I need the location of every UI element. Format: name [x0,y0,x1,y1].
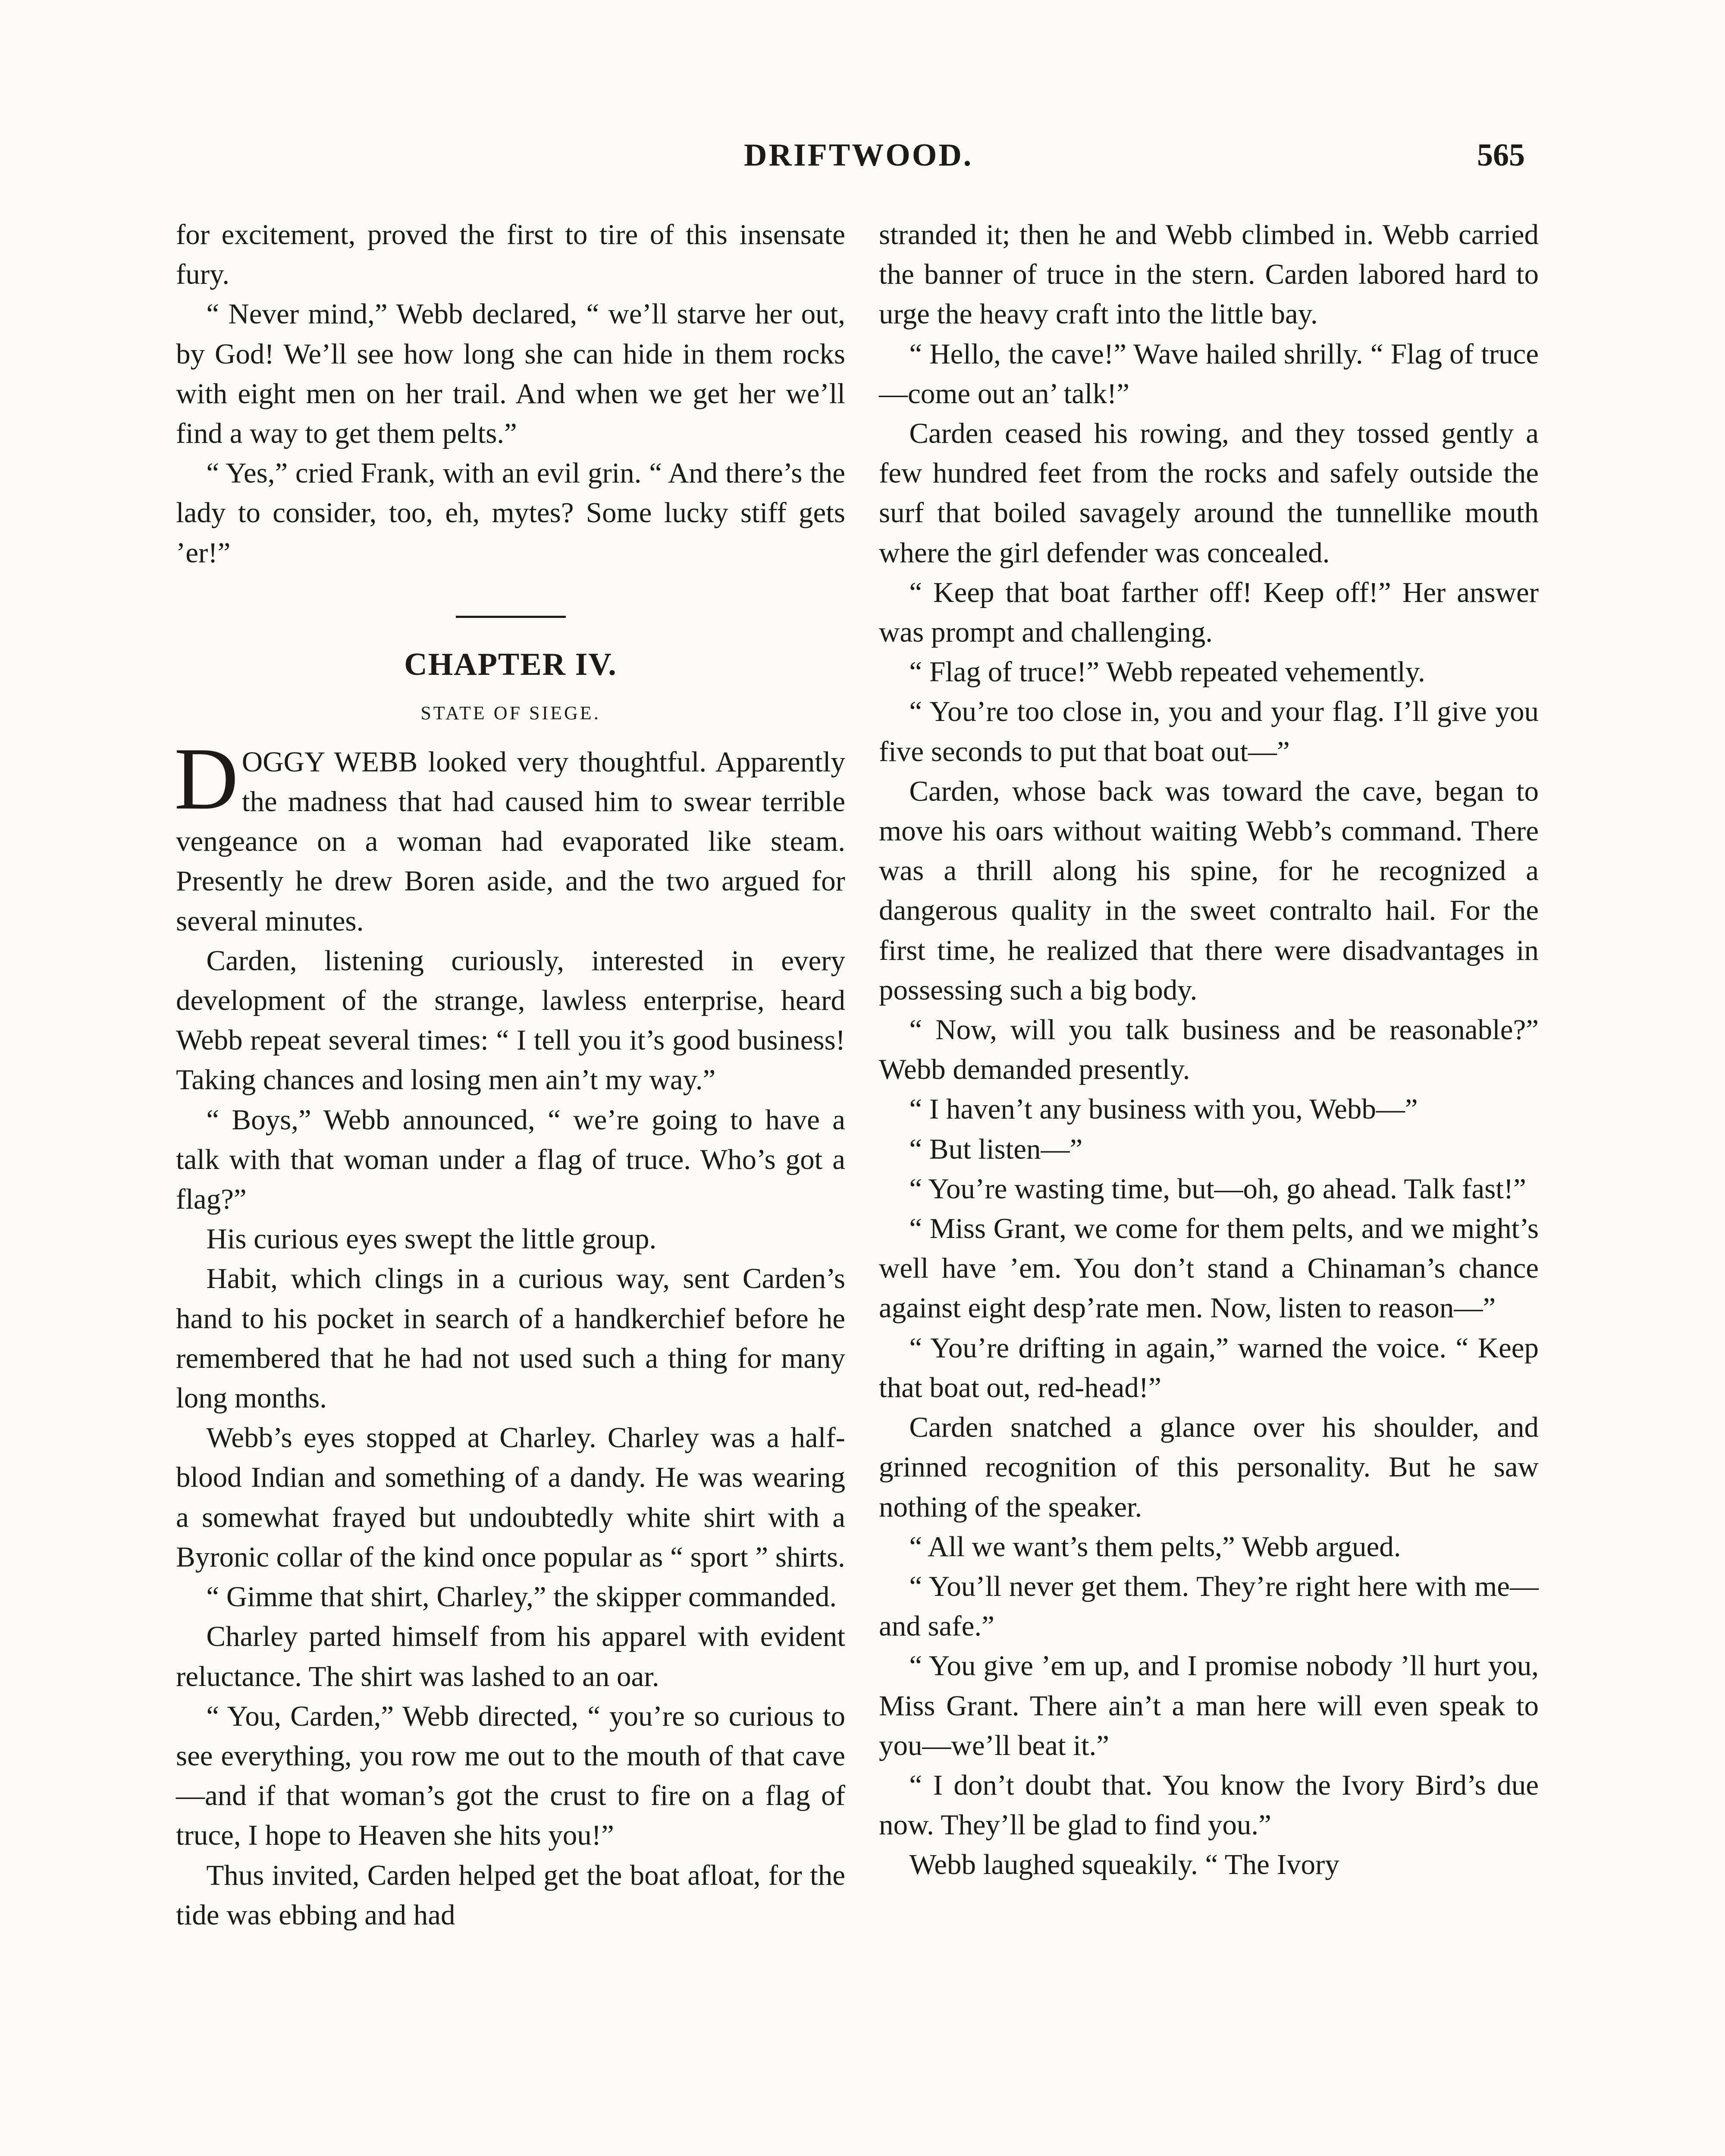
right-column [879,215,1539,1885]
chapter-heading: CHAPTER IV. [404,646,617,682]
paragraph: “ Gimme that shirt, Charley,” the skipper commanded. [206,1581,837,1613]
paragraph: His curious eyes swept the little group. [206,1223,657,1255]
paragraph: Habit, which clings in a curious way, sent Carden’s hand to his pocket in search of a handkerchief before he remembered that he had not used such a thing for many long months. [176,1263,845,1414]
paragraph: “ You give ’em up, and I promise nobody ’ll hurt you, Miss Grant. There ain’t a man here will even speak to you—we’ll beat it.” [879,1650,1539,1761]
left-column [176,215,845,1935]
paragraph: “ Hello, the cave!” Wave hailed shrilly. “ Flag of truce—come out an’ talk!” [879,338,1539,410]
paragraph: “ You’re drifting in again,” warned the voice. “ Keep that boat out, red-head!” [879,1332,1539,1404]
paragraph: Webb laughed squeakily. “ The Ivory [909,1849,1339,1881]
paragraph: “ You’re too close in, you and your flag. I’ll give you five seconds to put that boat out—” [879,696,1539,768]
paragraph: “ You, Carden,” Webb directed, “ you’re so curious to see everything, you row me out to the mouth of that cave—and if that woman’s got the crust to fire on a flag of truce, I hope to Heaven she hits you!” [176,1700,845,1852]
paragraph: “ Yes,” cried Frank, with an evil grin. “ And there’s the lady to consider, too, eh, mytes? Some lucky stiff gets ’er!” [176,457,845,569]
paragraph: Thus invited, Carden helped get the boat afloat, for the tide was ebbing and had [176,1859,845,1931]
paragraph: “ I don’t doubt that. You know the Ivory Bird’s due now. They’ll be glad to find you.” [879,1769,1539,1841]
paragraph: Carden ceased his rowing, and they tossed gently a few hundred feet from the rocks and safely outside the surf that boiled savagely around the tunnellike mouth where the girl defender was concealed. [879,417,1539,569]
chapter-subtitle: STATE OF SIEGE. [420,702,601,724]
paragraph: “ Flag of truce!” Webb repeated vehemently. [909,656,1425,688]
paragraph: stranded it; then he and Webb climbed in. Webb carried the banner of truce in the stern. Carden labored hard to urge the heavy craft into the little bay. [879,219,1539,330]
drop-cap: D [174,729,238,828]
paragraph-text: OGGY WEBB looked very thoughtful. Apparently the madness that had caused him to swear terrible vengeance on a woman had evaporated like steam. Presently he drew Boren aside, and the two argued for several minutes. [176,746,845,937]
running-title: DRIFTWOOD. [744,138,973,173]
paragraph: “ Now, will you talk business and be reasonable?” Webb demanded presently. [879,1014,1539,1086]
paragraph: “ Keep that boat farther off! Keep off!” Her answer was prompt and challenging. [879,576,1539,649]
paragraph: Webb’s eyes stopped at Charley. Charley was a half-blood Indian and something of a dandy. He was wearing a somewhat frayed but undoubtedly white shirt with a Byronic collar of the kind once popular as “ sport ” shirts. [176,1422,845,1573]
paragraph: Carden snatched a glance over his shoulder, and grinned recognition of this personality. But he saw nothing of the speaker. [879,1411,1539,1523]
running-head [0,137,1725,185]
chapter-divider-rule [456,616,566,618]
paragraph: Carden, listening curiously, interested in every development of the strange, lawless enterprise, heard Webb repeat several times: “ I tell you it’s good business! Taking chances and losing men ain’t my way.” [176,944,845,1096]
opening-paragraph [174,729,845,941]
page-number: 565 [1477,138,1525,173]
paragraph: “ But listen—” [909,1133,1083,1165]
paragraph: “ All we want’s them pelts,” Webb argued. [909,1530,1401,1563]
paragraph: Charley parted himself from his apparel with evident reluctance. The shirt was lashed to an oar. [176,1620,845,1692]
paragraph: Carden, whose back was toward the cave, began to move his oars without waiting Webb’s command. There was a thrill along his spine, for he recognized a dangerous quality in the sweet contralto hail. For the first time, he realized that there were disadvantages in possessing such a big body. [879,775,1539,1006]
paragraph: “ Never mind,” Webb declared, “ we’ll starve her out, by God! We’ll see how long she can hide in them rocks with eight men on her trail. And when we get her we’ll find a way to get them pelts.” [176,298,845,450]
paragraph: “ You’re wasting time, but—oh, go ahead. Talk fast!” [909,1172,1526,1205]
paragraph: for excitement, proved the first to tire of this insensate fury. [176,219,845,291]
paragraph: “ I haven’t any business with you, Webb—” [909,1093,1418,1125]
paragraph: “ Miss Grant, we come for them pelts, and we might’s well have ’em. You don’t stand a Chinaman’s chance against eight desp’rate men. Now, listen to reason—” [879,1213,1539,1324]
paragraph: “ You’ll never get them. They’re right here with me—and safe.” [879,1570,1539,1642]
paragraph: “ Boys,” Webb announced, “ we’re going to have a talk with that woman under a flag of truce. Who’s got a flag?” [176,1103,845,1216]
